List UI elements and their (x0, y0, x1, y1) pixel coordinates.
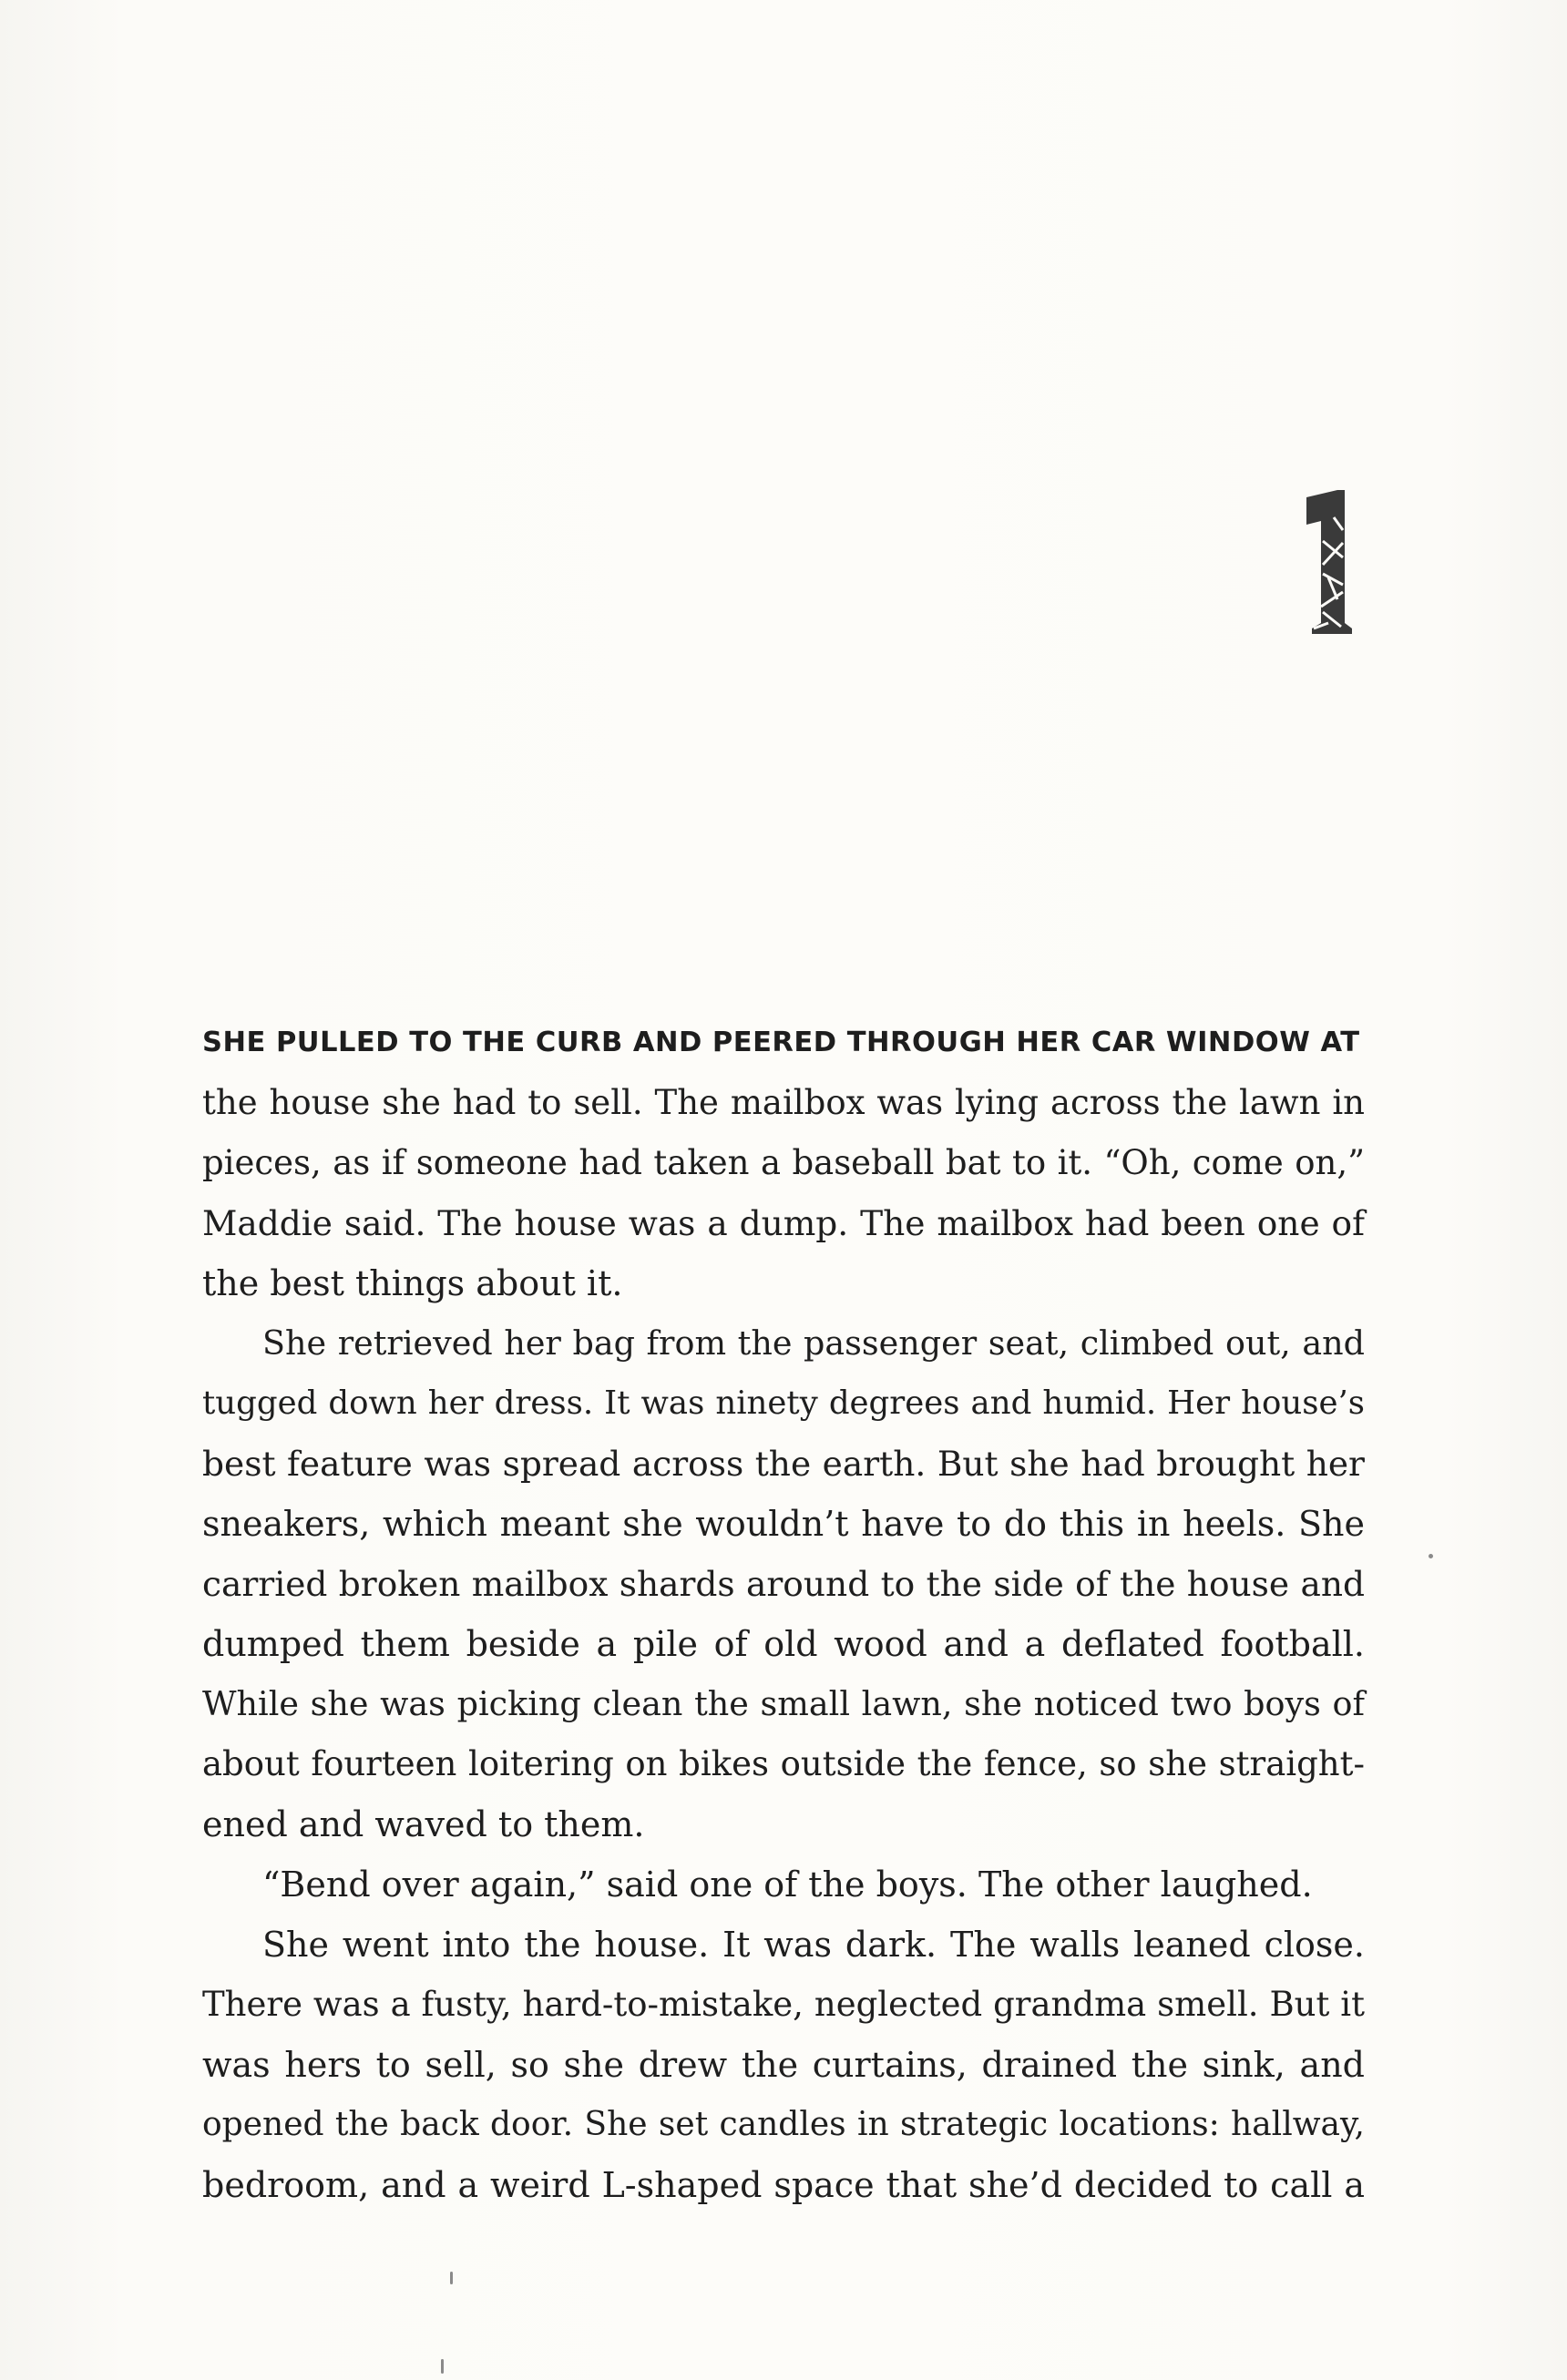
text-line: about fourteen loitering on bikes outside the fence, so she straight- (202, 1744, 1365, 1783)
text-line: pieces, as if someone had taken a baseball bat to it. “Oh, come on,” (202, 1143, 1365, 1182)
text-line: tugged down her dress. It was ninety degrees and humid. Her house’s (202, 1384, 1365, 1422)
text-line: dumped them beside a pile of old wood and a deflated football. (202, 1624, 1365, 1664)
scan-speck (450, 2272, 453, 2284)
text-line: She went into the house. It was dark. The walls leaned close. (262, 1925, 1365, 1965)
text-line: While she was picking clean the small lawn, she noticed two boys of (202, 1684, 1365, 1723)
text-line: best feature was spread across the earth. But she had brought her (202, 1444, 1365, 1484)
text-line: There was a fusty, hard-to-mistake, neglected grandma smell. But it (202, 1985, 1365, 2024)
text-line: “Bend over again,” said one of the boys. The other laughed. (262, 1864, 1313, 1905)
scan-speck (441, 2359, 444, 2374)
chapter-one-numeral-icon (1301, 490, 1357, 636)
opening-small-caps-line: SHE PULLED TO THE CURB AND PEERED THROUGH HER CAR WINDOW AT (202, 1027, 1360, 1058)
text-line: the house she had to sell. The mailbox was lying across the lawn in (202, 1083, 1365, 1122)
text-line: opened the back door. She set candles in strategic locations: hallway, (202, 2106, 1365, 2143)
text-line: bedroom, and a weird L-shaped space that she’d decided to call a (202, 2165, 1365, 2205)
text-line: She retrieved her bag from the passenger seat, climbed out, and (262, 1323, 1365, 1363)
text-line: the best things about it. (202, 1263, 623, 1303)
text-line: sneakers, which meant she wouldn’t have to do this in heels. She (202, 1504, 1365, 1544)
text-line: ened and waved to them. (202, 1804, 645, 1844)
text-line: Maddie said. The house was a dump. The mailbox had been one of (202, 1203, 1365, 1243)
scan-speck (1429, 1554, 1433, 1558)
text-line: was hers to sell, so she drew the curtains, drained the sink, and (202, 2045, 1365, 2085)
text-line: carried broken mailbox shards around to the side of the house and (202, 1564, 1365, 1604)
chapter-text (202, 1013, 1365, 2215)
